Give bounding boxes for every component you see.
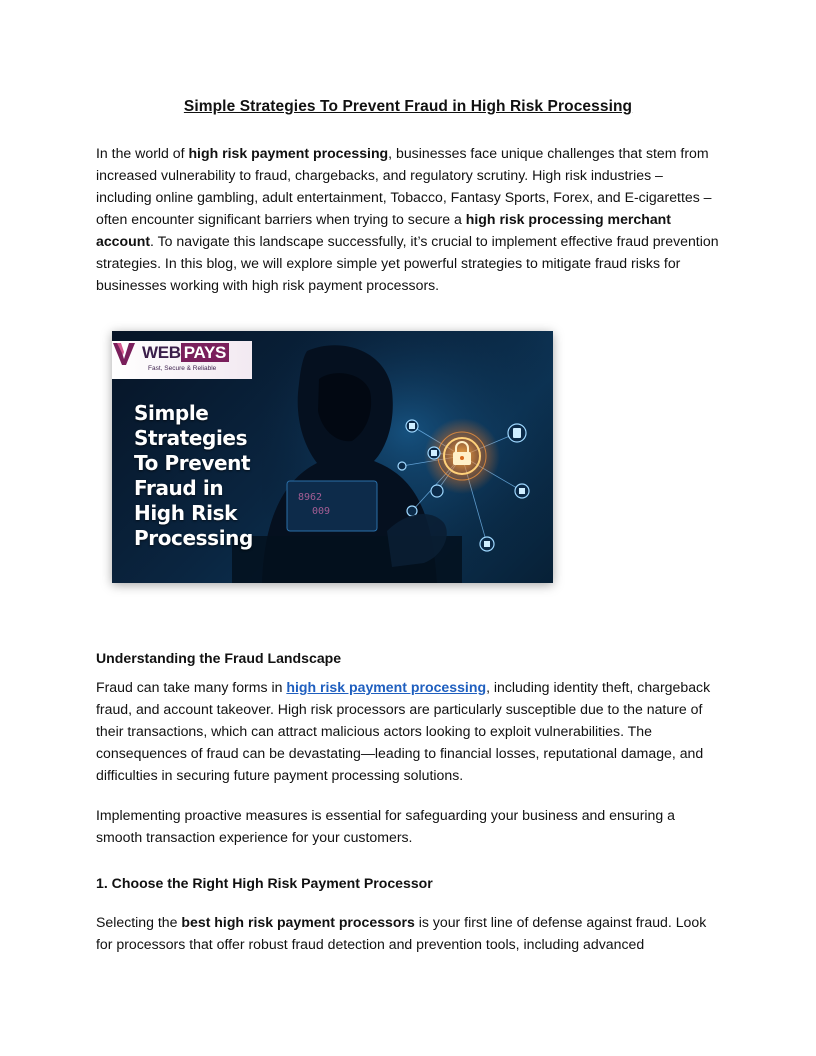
choose-processor-text-2: is your first line of defense against fraud. Look for processors that offer robust fraud detection and prevention tools, including advanced [96, 914, 707, 952]
banner-headline-line: Fraud in [134, 476, 224, 500]
intro-bold-2: high risk processing merchant account [96, 211, 671, 249]
banner-headline [134, 401, 304, 551]
fraud-landscape-text-2: , including identity theft, chargeback fraud, and account takeover. High risk processors are particularly susceptible due to the nature of their transactions, which can attract malicious actors looking to exploit vulnerabilities. The consequences of fraud can be devastating—leading to financial losses, reputational damage, and difficulties in securing future payment processing solutions. [96, 679, 711, 783]
high-risk-payment-processing-link[interactable]: high risk payment processing [286, 679, 487, 695]
fraud-landscape-text-1: Fraud can take many forms in [96, 679, 287, 695]
document-title: Simple Strategies To Prevent Fraud in High Risk Processing [183, 98, 633, 115]
choose-processor-paragraph [96, 911, 720, 955]
webpays-logo-mark-icon [112, 341, 136, 367]
banner-headline-line: Strategies [134, 426, 248, 450]
banner-headline-line: High Risk [134, 501, 237, 525]
logo-pays: PAYS [181, 343, 229, 362]
intro-text-2: , businesses face unique challenges that stem from increased vulnerability to fraud, chargebacks, and regulatory scrutiny. High risk industries – including online gambling, adult entertainment, Tobacco, Fantasy Sports, Forex, and E-cigarettes – often encounter significant barriers when trying to secure a [96, 145, 712, 227]
webpays-logo [112, 341, 252, 379]
screen-digits-1: 8962 [298, 492, 323, 503]
logo-wordmark [142, 343, 229, 363]
logo-web: WEB [142, 343, 181, 362]
section-heading-choose-processor: 1. Choose the Right High Risk Payment Processor [96, 875, 433, 891]
section-heading-fraud-landscape: Understanding the Fraud Landscape [96, 650, 342, 666]
choose-processor-bold: best high risk payment processors [181, 914, 415, 930]
intro-bold-1: high risk payment processing [188, 145, 389, 161]
logo-tagline: Fast, Secure & Reliable [148, 365, 217, 372]
intro-text-1: In the world of [96, 145, 189, 161]
intro-text-3: . To navigate this landscape successfully, it’s crucial to implement effective fraud prevention strategies. In this blog, we will explore simple yet powerful strategies to mitigate fraud risks for businesses working with high risk payment processors. [96, 233, 719, 293]
article-banner-image [112, 331, 553, 583]
choose-processor-text-1: Selecting the [96, 914, 182, 930]
fraud-landscape-paragraph [96, 676, 720, 786]
banner-headline-line: Processing [134, 526, 253, 550]
screen-digits-2: 009 [312, 506, 331, 517]
banner-headline-line: Simple [134, 401, 209, 425]
intro-paragraph [96, 142, 720, 296]
banner-headline-line: To Prevent [134, 451, 251, 475]
proactive-measures-paragraph: Implementing proactive measures is essential for safeguarding your business and ensuring a smooth transaction experience for your customers. [96, 807, 675, 845]
